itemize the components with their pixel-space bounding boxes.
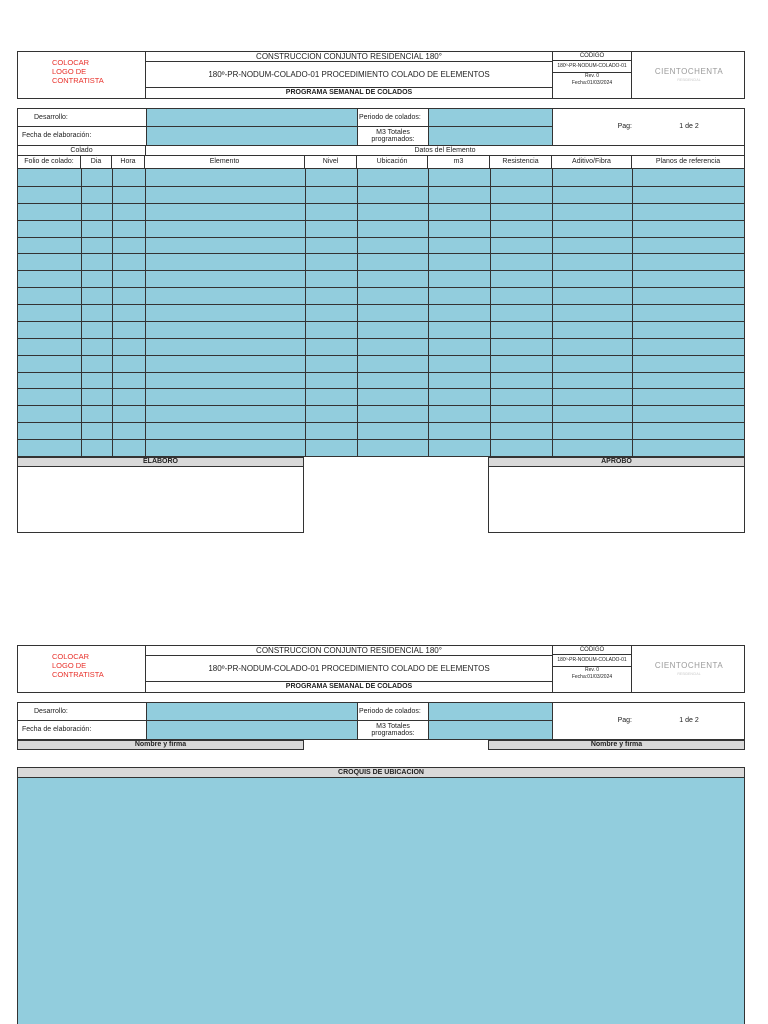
pag-label: Pag:: [617, 123, 632, 131]
pag-value-2: 1 de 2: [679, 717, 699, 725]
table-row-divider: [18, 422, 744, 423]
header-block: [17, 51, 745, 99]
table-column-divider: [552, 169, 553, 456]
nombre-firma-right: [488, 740, 745, 750]
croquis-area[interactable]: [17, 778, 745, 1024]
table-column-divider: [632, 169, 633, 456]
col-hora: Hora: [112, 156, 145, 168]
codigo-label-2: CODIGO: [552, 646, 632, 655]
project-title-2: CONSTRUCCION CONJUNTO RESIDENCIAL 180°: [256, 645, 442, 655]
group-header: [17, 146, 745, 155]
col-aditivo-fibra: Aditivo/Fibra: [552, 156, 632, 168]
periodo-field-2[interactable]: [428, 703, 552, 721]
col-elemento: Elemento: [145, 156, 305, 168]
table-row-divider: [18, 253, 744, 254]
fecha-elaboracion-label: Fecha de elaboración:: [22, 132, 92, 140]
revision: Rev. 0: [584, 72, 600, 79]
table-column-divider: [305, 169, 306, 456]
revision-2: Rev. 0: [584, 666, 600, 673]
table-row-divider: [18, 338, 744, 339]
fecha-elaboracion-field-2[interactable]: [146, 721, 357, 739]
col-dia: Dia: [81, 156, 112, 168]
m3-totales-field-2[interactable]: [428, 721, 552, 739]
m3-totales-label-2: M3 Totales programados:: [357, 721, 428, 739]
col-m3: m3: [428, 156, 490, 168]
table-column-divider: [357, 169, 358, 456]
procedure-title: 180º-PR-NODUM-COLADO-01 PROCEDIMIENTO COLADO DE ELEMENTOS: [208, 69, 490, 79]
contractor-logo-placeholder: COLOCAR LOGO DE CONTRATISTA: [52, 57, 104, 85]
aprobo-header: [488, 457, 745, 467]
elaboro-label: ELABORO: [143, 458, 178, 466]
nombre-firma-left: [17, 740, 304, 750]
company-logo: CIENTOCHENTA: [654, 66, 724, 76]
table-row-divider: [18, 304, 744, 305]
table-row-divider: [18, 270, 744, 271]
table-column-divider: [428, 169, 429, 456]
table-row-divider: [18, 388, 744, 389]
table-row-divider: [18, 220, 744, 221]
col-planos-referencia: Planos de referencia: [655, 158, 721, 166]
desarrollo-label: Desarrollo:: [18, 109, 146, 127]
group-datos-elemento: Datos del Elemento: [145, 146, 744, 155]
table-row-divider: [18, 186, 744, 187]
info-block: [17, 108, 745, 146]
table-row-divider: [18, 355, 744, 356]
fecha-elaboracion-field[interactable]: [146, 127, 357, 145]
table-row-divider: [18, 372, 744, 373]
table-column-divider: [81, 169, 82, 456]
col-resistencia: Resistencia: [490, 156, 552, 168]
program-title-2: PROGRAMA SEMANAL DE COLADOS: [285, 682, 413, 690]
table-row-divider: [18, 237, 744, 238]
col-nivel: Nivel: [305, 156, 357, 168]
company-logo-tagline: RESIDENCIAL: [677, 78, 701, 83]
pag-value: 1 de 2: [679, 123, 699, 131]
aprobo-label: APROBO: [601, 458, 632, 466]
table-row-divider: [18, 405, 744, 406]
info-block-2: [17, 702, 745, 740]
periodo-label-2: Periodo de colados:: [357, 703, 428, 721]
procedure-title-2: 180º-PR-NODUM-COLADO-01 PROCEDIMIENTO COLADO DE ELEMENTOS: [208, 663, 490, 673]
group-colado: Colado: [70, 146, 93, 154]
croquis-header: [17, 767, 745, 778]
fecha-2: Fecha:01/03/2024: [571, 674, 613, 681]
m3-totales-label: M3 Totales programados:: [357, 127, 428, 145]
desarrollo-label-2: Desarrollo:: [18, 703, 146, 721]
header-block-2: [17, 645, 745, 693]
elaboro-signature-box[interactable]: [17, 467, 304, 533]
periodo-label: Periodo de colados:: [357, 109, 428, 127]
project-title: CONSTRUCCION CONJUNTO RESIDENCIAL 180°: [256, 51, 442, 61]
col-ubicacion: Ubicación: [357, 156, 428, 168]
column-header-row: [17, 155, 745, 168]
table-row-divider: [18, 439, 744, 440]
program-title: PROGRAMA SEMANAL DE COLADOS: [285, 88, 413, 96]
fecha-elaboracion-label-2: Fecha de elaboración:: [22, 726, 92, 734]
elaboro-header: [17, 457, 304, 467]
m3-totales-field[interactable]: [428, 127, 552, 145]
pag-label-2: Pag:: [617, 717, 632, 725]
company-logo-2: CIENTOCHENTA: [654, 660, 724, 670]
fecha: Fecha:01/03/2024: [571, 80, 613, 87]
codigo-label: CODIGO: [552, 52, 632, 61]
data-grid[interactable]: [17, 168, 745, 457]
page-2: [0, 600, 768, 1024]
company-logo-tagline-2: RESIDENCIAL: [677, 672, 701, 677]
table-column-divider: [112, 169, 113, 456]
table-column-divider: [145, 169, 146, 456]
table-row-divider: [18, 287, 744, 288]
codigo-value-2: 180º-PR-NODUM-COLADO-01: [552, 655, 632, 667]
contractor-logo-placeholder-2: COLOCAR LOGO DE CONTRATISTA: [52, 651, 104, 679]
aprobo-signature-box[interactable]: [488, 467, 745, 533]
table-column-divider: [490, 169, 491, 456]
nombre-firma-right-label: Nombre y firma: [590, 741, 643, 749]
col-folio: Folio de colado:: [18, 156, 81, 168]
desarrollo-field-2[interactable]: [146, 703, 357, 721]
nombre-firma-left-label: Nombre y firma: [134, 741, 187, 749]
periodo-field[interactable]: [428, 109, 552, 127]
codigo-value: 180º-PR-NODUM-COLADO-01: [552, 61, 632, 73]
table-row-divider: [18, 321, 744, 322]
desarrollo-field[interactable]: [146, 109, 357, 127]
table-row-divider: [18, 203, 744, 204]
croquis-title: CROQUIS DE UBICACION: [338, 768, 424, 776]
